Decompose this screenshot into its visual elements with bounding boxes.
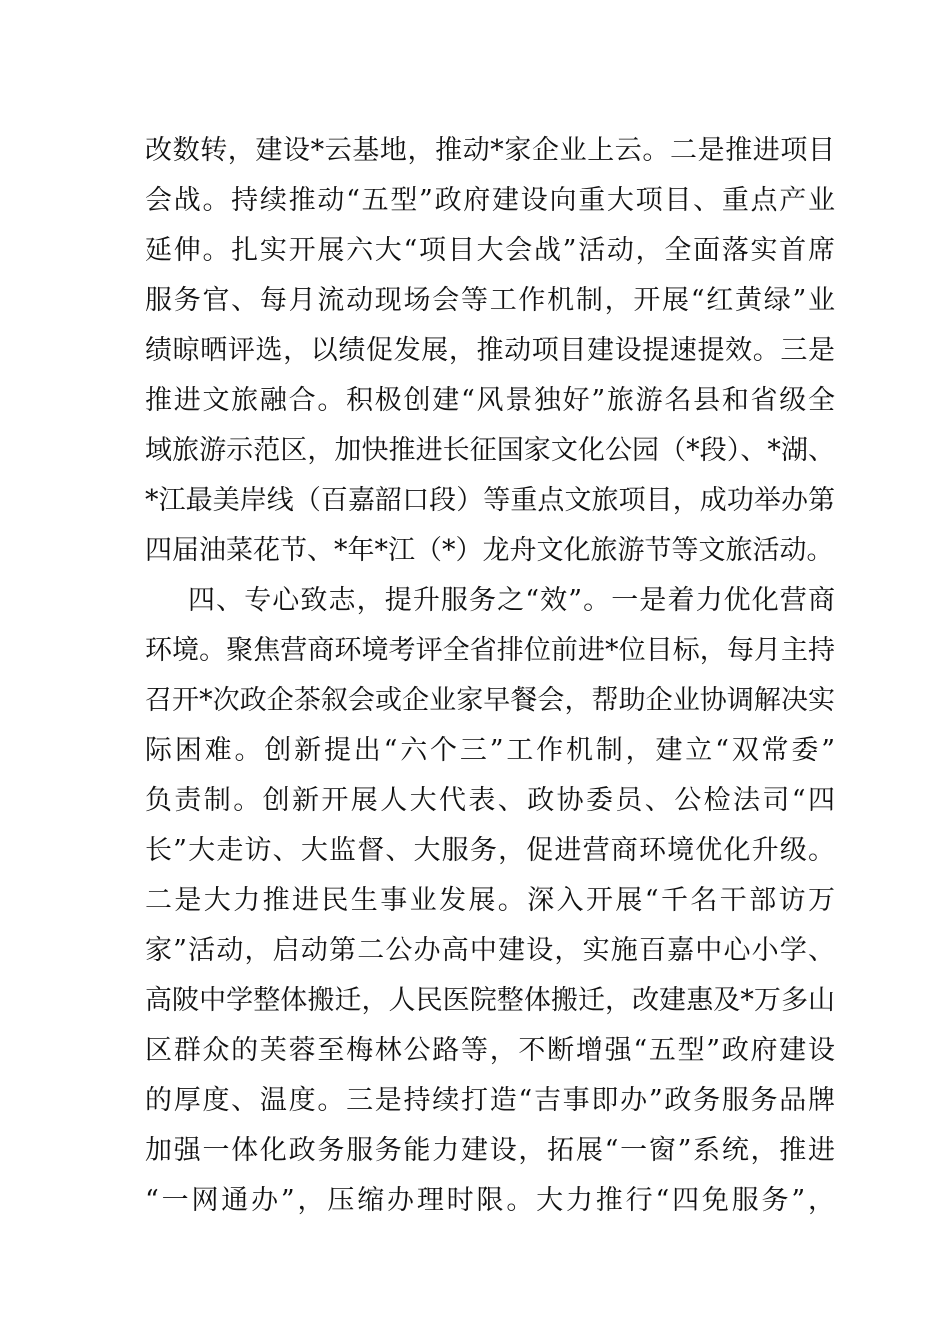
text-line: 二是大力推进民生事业发展。深入开展“千名干部访万 — [145, 885, 835, 916]
text-line: 改数转，建设*云基地，推动*家企业上云。二是推进项目 — [145, 135, 835, 166]
text-line: 服务官、每月流动现场会等工作机制，开展“红黄绿”业 — [145, 285, 835, 316]
body-text — [145, 126, 835, 1226]
text-line: 高陂中学整体搬迁，人民医院整体搬迁，改建惠及*万多山 — [145, 985, 835, 1016]
text-line: 会战。持续推动“五型”政府建设向重大项目、重点产业 — [145, 185, 835, 216]
text-line: 环境。聚焦营商环境考评全省排位前进*位目标，每月主持 — [145, 635, 835, 666]
text-line: 际困难。创新提出“六个三”工作机制，建立“双常委” — [145, 735, 835, 766]
text-line: 绩晾晒评选，以绩促发展，推动项目建设提速提效。三是 — [145, 335, 835, 366]
text-line: 延伸。扎实开展六大“项目大会战”活动，全面落实首席 — [145, 235, 835, 266]
text-line: 四届油菜花节、*年*江（*）龙舟文化旅游节等文旅活动。 — [145, 535, 834, 566]
text-line: “一网通办”，压缩办理时限。大力推行“四免服务”， — [145, 1185, 835, 1216]
text-line: 的厚度、温度。三是持续打造“吉事即办”政务服务品牌 — [145, 1085, 835, 1116]
text-line: 区群众的芙蓉至梅林公路等，不断增强“五型”政府建设 — [145, 1035, 835, 1066]
text-line: 召开*次政企茶叙会或企业家早餐会，帮助企业协调解决实 — [145, 685, 835, 716]
text-line: 负责制。创新开展人大代表、政协委员、公检法司“四 — [145, 785, 835, 816]
text-line: 家”活动，启动第二公办高中建设，实施百嘉中心小学、 — [145, 935, 835, 966]
text-line: 加强一体化政务服务能力建设，拓展“一窗”系统，推进 — [145, 1135, 835, 1166]
text-line: 长”大走访、大监督、大服务，促进营商环境优化升级。 — [145, 835, 835, 866]
text-line: *江最美岸线（百嘉韶口段）等重点文旅项目，成功举办第 — [145, 485, 835, 516]
text-line: 域旅游示范区，加快推进长征国家文化公园（*段）、*湖、 — [145, 435, 835, 466]
section-heading-line: 四、专心致志，提升服务之“效”。一是着力优化营商 — [188, 585, 835, 616]
text-line: 推进文旅融合。积极创建“风景独好”旅游名县和省级全 — [145, 385, 835, 416]
